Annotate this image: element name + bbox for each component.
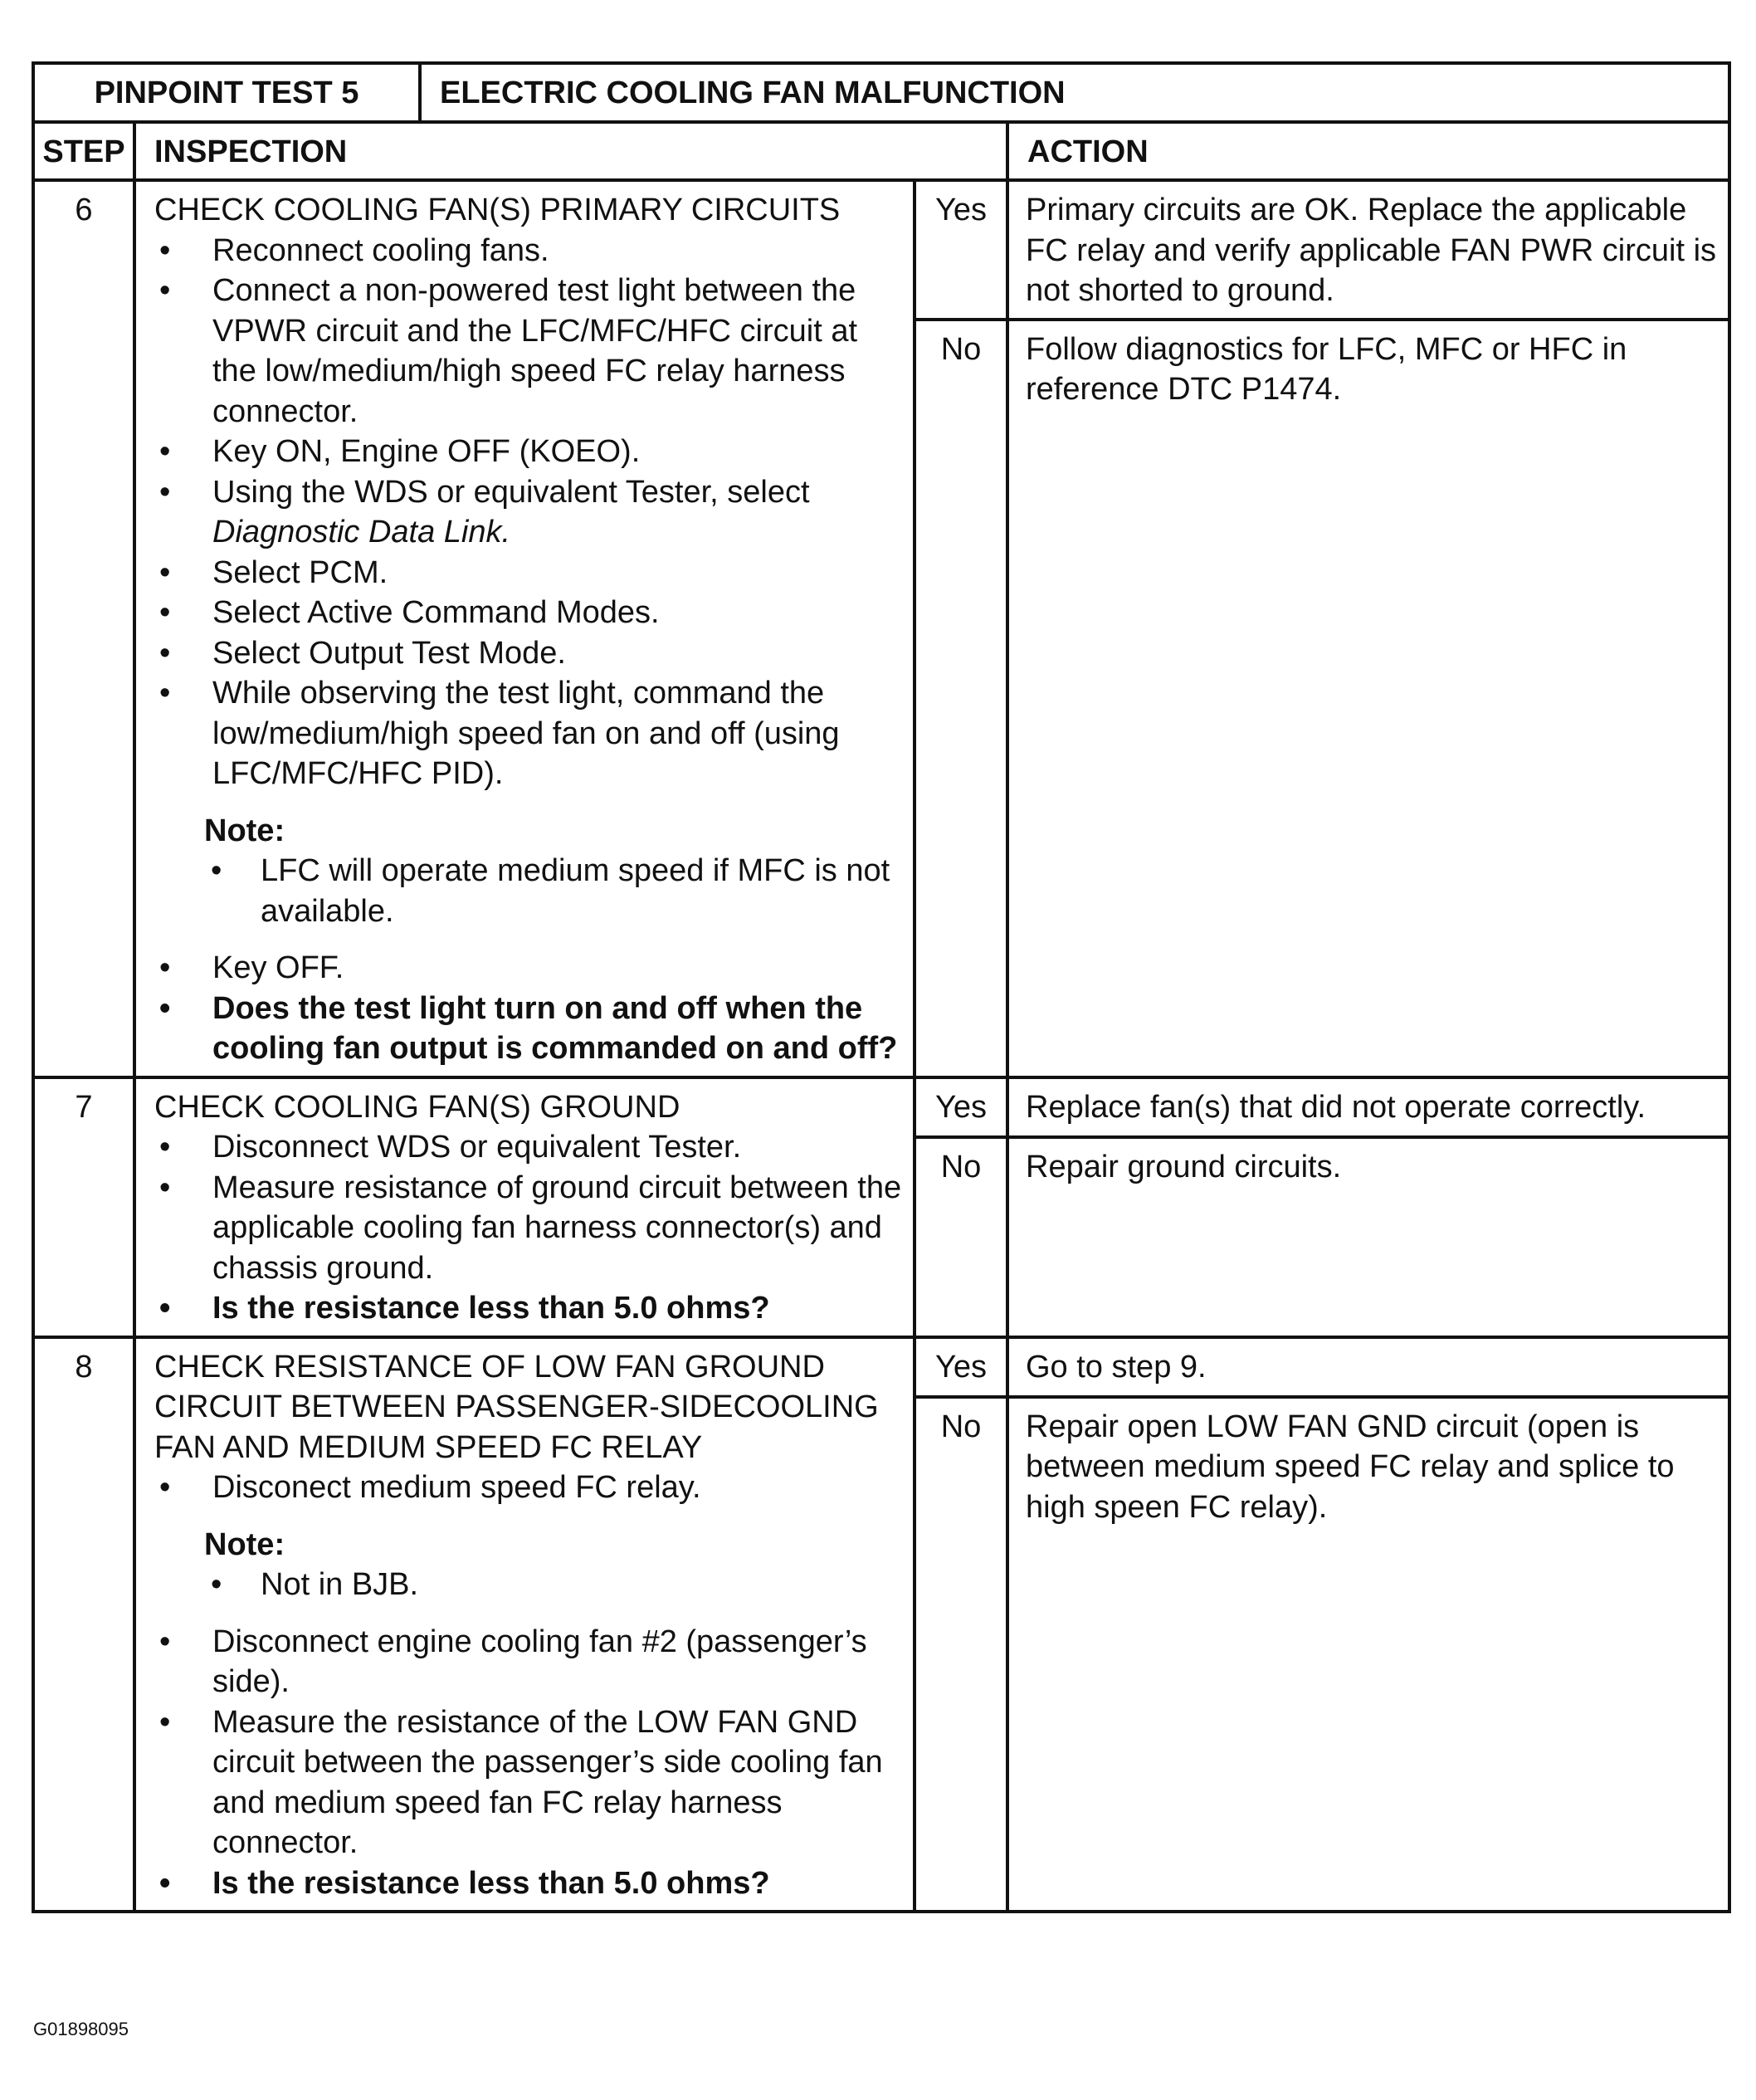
note-title: Note: [204,813,285,848]
no-label: No [915,1397,1007,1911]
list-item: • Select Output Test Mode. [154,633,903,674]
step-title: CHECK RESISTANCE OF LOW FAN GROUND CIRCUIT BETWEEN PASSENGER-SIDECOOLING FAN AND MEDIUM SPEED FC RELAY [154,1349,879,1465]
test-label: PINPOINT TEST 5 [35,65,420,122]
list-item-text-italic: Diagnostic Data Link. [212,515,511,549]
list-item: • Select Active Command Modes. [154,593,903,633]
header-table [35,65,1728,124]
note-item: • LFC will operate medium speed if MFC is not available. [204,851,903,931]
note-block [154,1525,903,1605]
step-number: 7 [35,1077,134,1337]
column-header-inspection: INSPECTION [134,124,1007,181]
list-item: • While observing the test light, command the low/medium/high speed fan on and off (using LFC/MFC/HFC PID). [154,673,903,794]
yes-action: Go to step 9. [1007,1337,1728,1397]
no-action: Follow diagnostics for LFC, MFC or HFC in reference DTC P1474. [1007,320,1728,1077]
list-item-text: Using the WDS or equivalent Tester, select [212,474,810,510]
note-item: • Not in BJB. [204,1565,903,1605]
bullet-list [154,948,903,1069]
pinpoint-test-table [32,61,1731,1913]
yes-action: Primary circuits are OK. Replace the applicable FC relay and verify applicable FAN PWR circuit is not shorted to ground. [1007,180,1728,320]
step-inspection [134,180,915,1077]
step-question: • Does the test light turn on and off when the cooling fan output is commanded on and off? [154,989,903,1069]
list-item: • Disconect medium speed FC relay. [154,1468,903,1508]
bullet-list [154,1468,903,1508]
no-label: No [915,1137,1007,1337]
figure-id: G01898095 [33,2019,129,2039]
note-title: Note: [204,1526,285,1562]
note-block [154,811,903,932]
list-item [154,472,903,553]
step-inspection [134,1077,915,1337]
no-action: Repair ground circuits. [1007,1137,1728,1337]
step-row-8 [35,1337,1728,1397]
list-item: • Select PCM. [154,553,903,593]
note-list [204,1565,903,1605]
step-inspection [134,1337,915,1911]
list-item: • Key OFF. [154,948,903,989]
step-question: • Is the resistance less than 5.0 ohms? [154,1863,903,1904]
step-row-7 [35,1077,1728,1137]
list-item: • Connect a non-powered test light between the VPWR circuit and the LFC/MFC/HFC circuit at the low/medium/high speed FC relay harness connector. [154,271,903,432]
step-number: 6 [35,180,134,1077]
test-title: ELECTRIC COOLING FAN MALFUNCTION [420,65,1728,122]
step-number: 8 [35,1337,134,1911]
list-item: • Key ON, Engine OFF (KOEO). [154,432,903,472]
yes-action: Replace fan(s) that did not operate correctly. [1007,1077,1728,1137]
list-item-text: Measure resistance of ground circuit between the applicable cooling fan harness connector(s) and chassis ground. [212,1170,902,1286]
yes-label: Yes [915,1077,1007,1137]
list-item: • Disconnect WDS or equivalent Tester. [154,1127,903,1168]
note-list [204,851,903,931]
no-action: Repair open LOW FAN GND circuit (open is between medium speed FC relay and splice to high speen FC relay). [1007,1397,1728,1911]
list-item: • Reconnect cooling fans. [154,231,903,271]
step-title: CHECK COOLING FAN(S) GROUND [154,1089,680,1125]
list-item [154,1168,903,1289]
column-header-step: STEP [35,124,134,181]
step-row-6 [35,180,1728,320]
yes-label: Yes [915,1337,1007,1397]
column-header-action: ACTION [1007,124,1728,181]
no-label: No [915,320,1007,1077]
list-item: • Measure the resistance of the LOW FAN GND circuit between the passenger’s side cooling fan and medium speed fan FC relay harness connector. [154,1702,903,1863]
bullet-list [154,1622,903,1904]
bullet-list [154,231,903,794]
list-item: • Disconnect engine cooling fan #2 (passenger’s side). [154,1622,903,1702]
yes-label: Yes [915,180,1007,320]
step-question: • Is the resistance less than 5.0 ohms? [154,1288,903,1329]
step-title: CHECK COOLING FAN(S) PRIMARY CIRCUITS [154,193,841,227]
steps-table [35,124,1728,1911]
bullet-list [154,1127,903,1329]
